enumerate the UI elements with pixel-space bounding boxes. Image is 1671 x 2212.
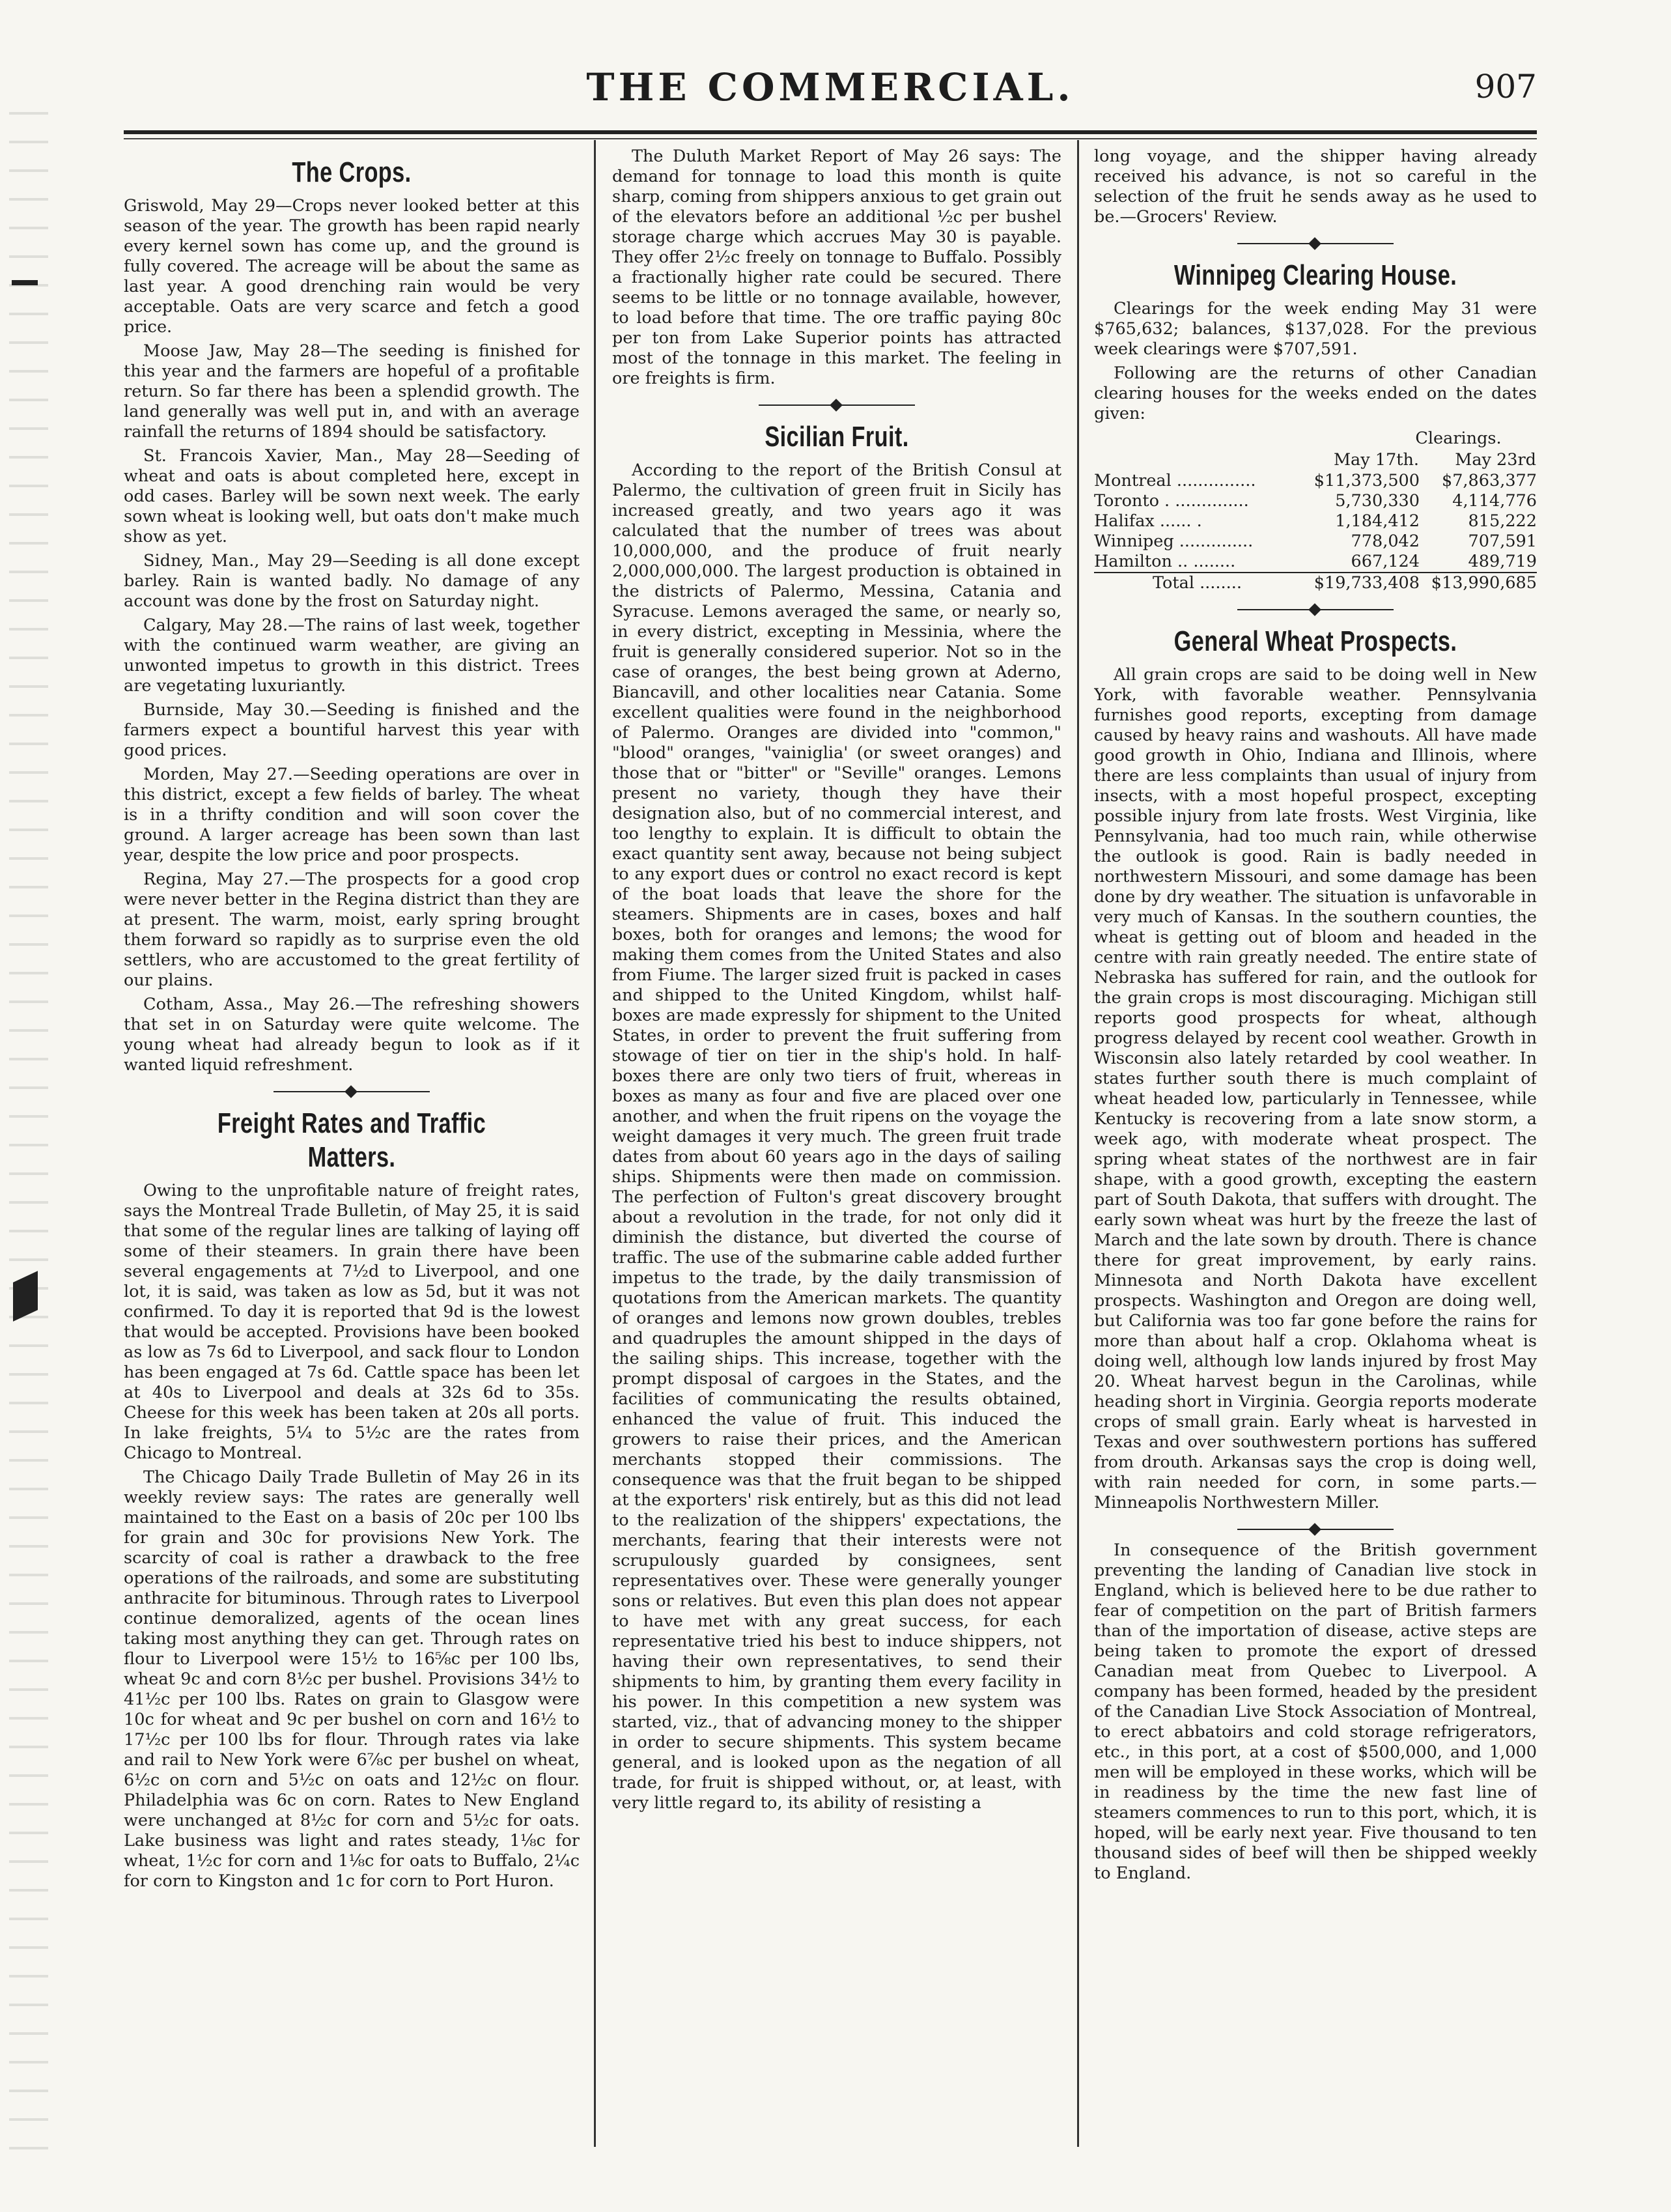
article-heading-sicilian-fruit: Sicilian Fruit. bbox=[765, 421, 909, 453]
total-value: $19,733,408 bbox=[1302, 573, 1420, 593]
section-divider-ornament bbox=[1237, 604, 1394, 616]
table-row bbox=[1094, 532, 1537, 552]
column-header: May 17th. bbox=[1333, 450, 1419, 470]
section-divider-ornament bbox=[274, 1086, 430, 1098]
paragraph: Griswold, May 29—Crops never looked better at this season of the year. The growth has been rapid nearly every kernel sown has come up, and the ground is fully covered. The acreage will be about the same as last year. A good drenching rain would be very acceptable. Oats are very scarce and fetch a good price. bbox=[124, 196, 580, 337]
article-heading-freight: Freight Rates and Traffic Matters. bbox=[217, 1107, 486, 1173]
article-heading-wheat-prospects: General Wheat Prospects. bbox=[1173, 625, 1457, 657]
scanned-binding-edge bbox=[9, 98, 48, 2149]
paragraph: In consequence of the British government preventing the landing of Canadian live stock in England, which is believed here to be due rather to fear of competition on the part of British farmers than of the importation of disease, active steps are being taken to promote the export of dressed Canadian meat from Quebec to Liverpool. A company has been formed, headed by the president of the Canadian Live Stock Association of Montreal, to erect abbatoirs and cold storage refrigerators, etc., in this port, at a cost of $500,000, and 1,000 men will be employed in these works, which will be in readiness by the time the new fast line of steamers commences to run to this port, which, it is hoped, will be early next year. Five thousand to ten thousand sides of beef will then be shipped weekly to England. bbox=[1094, 1540, 1537, 1883]
paragraph: The Chicago Daily Trade Bulletin of May 26 in its weekly review says: The rates are generally well maintained to the East on a basis of 20c per 100 lbs for grain and 30c for provisions New York. The scarcity of coal is rather a drawback to the free operations of the railroads, and some are substituting anthracite for bituminous. Through rates to Liverpool continue demoralized, agents of the ocean lines taking most anything they can get. Through rates on flour to Liverpool were 15½ to 16⅝c per 100 lbs, wheat 9c and corn 8½c per bushel. Provisions 34½ to 41½c per 100 lbs. Rates on grain to Glasgow were 10c for wheat and 9c per bushel on corn and 16½ to 17½c per 100 lbs for flour. Through rates via lake and rail to New York were 6⅞c per bushel on wheat, 6½c on corn and 5½c on oats and 12½c on flour. Philadelphia was 6c on corn. Rates to New England were unchanged at 8½c for corn and 5½c for oats. Lake business was light and rates steady, 1⅛c for wheat, 1½c for corn and 1⅛c for oats to Buffalo, 2¼c for corn to Kingston and 1c for corn to Port Huron. bbox=[124, 1468, 580, 1891]
table-header-row bbox=[1094, 449, 1537, 471]
section-divider-ornament bbox=[1237, 238, 1394, 249]
paragraph: Moose Jaw, May 28—The seeding is finished for this year and the farmers are hopeful of a profitable return. So far there has been a splendid growth. The land generally was well put in, and with an average rainfall the returns of 1894 should be satisfactory. bbox=[124, 341, 580, 442]
table-row bbox=[1094, 471, 1537, 491]
article-heading-crops: The Crops. bbox=[292, 156, 412, 188]
column-3 bbox=[1094, 147, 1537, 2160]
binding-mark bbox=[12, 280, 38, 285]
paragraph: All grain crops are said to be doing well in New York, with favorable weather. Pennsylvania furnishes good reports, excepting from damage caused by heavy rains and washouts. All have made good growth in Ohio, Indiana and Illinois, where there are less complaints than usual of injury from insects, with a most hopeful prospect, excepting possible injury from late frosts. West Virginia, like Pennsylvania, had too much rain, while otherwise the outlook is good. Rain is badly needed in northwestern Missouri, and some damage has been done by dry weather. The situation is unfavorable in very much of Kansas. In the southern counties, the wheat is getting out of bloom and headed in the centre with rain greatly needed. The entire state of Nebraska has suffered for rain, and the outlook for the grain crops is most discouraging. Michigan still reports good prospects for wheat, although progress delayed by recent cool weather. Growth in Wisconsin also lately retarded by cool weather. In states further south there is much complaint of wheat headed low, particularly in Tennessee, while Kentucky is recovering from a late snow storm, a week ago, with moderate wheat prospect. The spring wheat states of the northwest are in fair shape, with a good growth, excepting the eastern part of South Dakota, that suffers with drought. The early sown wheat was hurt by the freeze the last of March and the late sown by drouth. There is chance there for great improvement, by early rains. Minnesota and North Dakota have excellent prospects. Washington and Oregon are doing well, but California was too far gone before the rains for more than about half a crop. Oklahoma wheat is doing well, although low lands injured by frost May 20. Wheat harvest begun in the Carolinas, while heading short in Virginia. Georgia reports moderate crops of small grain. Early wheat is harvested in Texas and over southwestern portions has suffered from drouth. Arkansas says the crop is doing well, with rain needed for corn, in some parts.—Minneapolis Northwestern Miller. bbox=[1094, 665, 1537, 1512]
article-heading-winnipeg-clearing: Winnipeg Clearing House. bbox=[1173, 259, 1457, 291]
header-rule-thin bbox=[124, 138, 1537, 139]
masthead bbox=[124, 65, 1537, 124]
total-value: $13,990,685 bbox=[1420, 573, 1537, 593]
value-cell: 4,114,776 bbox=[1452, 491, 1537, 511]
paragraph: The Duluth Market Report of May 26 says: The demand for tonnage to load this month is quite sharp, coming from shippers anxious to get grain out of the elevators before an additional ½c per bushel storage charge which accrues May 30 is payable. They offer 2½c freely on tonnage to Buffalo. Possibly a fractionally higher rate could be secured. There seems to be little or no tonnage available, however, to load before that time. The ore traffic paying 80c per ton from Lake Superior points has attracted most of the tonnage in this market. The feeling in ore freights is firm. bbox=[612, 147, 1061, 388]
value-cell: 489,719 bbox=[1468, 552, 1537, 571]
value-cell: $11,373,500 bbox=[1313, 471, 1420, 490]
value-cell: 815,222 bbox=[1468, 511, 1537, 531]
newspaper-title: THE COMMERCIAL. bbox=[586, 65, 1074, 109]
paragraph: Owing to the unprofitable nature of freight rates, says the Montreal Trade Bulletin, of May 25, it is said that some of the regular lines are talking of laying off some of their steamers. In grain there have been several engagements at 7½d to Liverpool, and one lot, it is said, was taken as low as 5d, but it was not confirmed. To day it is reported that 9d is the lowest that would be accepted. Provisions have been booked as low as 7s 6d to Liverpool, and sack flour to London has been engaged at 7s 6d. Cattle space has been let at 40s to Liverpool and deals at 32s 6d to 35s. Cheese for this week has been taken at 20s all ports. In lake freights, 5¼ to 5½c are the rates from Chicago to Montreal. bbox=[124, 1181, 580, 1463]
paragraph: Following are the returns of other Canadian clearing houses for the weeks ended on the dates given: bbox=[1094, 363, 1537, 423]
total-label: Total ........ bbox=[1094, 573, 1302, 593]
table-row bbox=[1094, 491, 1537, 511]
section-divider-ornament bbox=[1237, 1524, 1394, 1535]
section-divider-ornament bbox=[759, 399, 915, 411]
table-row bbox=[1094, 511, 1537, 532]
city-cell: Hamilton .. ........ bbox=[1094, 552, 1236, 571]
city-cell: Winnipeg .............. bbox=[1094, 532, 1254, 551]
column-1 bbox=[124, 147, 580, 2160]
paragraph: St. Francois Xavier, Man., May 28—Seeding of wheat and oats is about completed here, except in odd cases. Barley will be sown next week. The early sown wheat is looking well, but oats don't make much show as yet. bbox=[124, 446, 580, 546]
table-group-header: Clearings. bbox=[1415, 429, 1502, 448]
column-divider bbox=[1077, 140, 1079, 2147]
paragraph: Morden, May 27.—Seeding operations are over in this district, except a few fields of barley. The wheat is in a thrifty condition and will soon cover the ground. A larger acreage has been sown than last year, despite the low price and poor prospects. bbox=[124, 765, 580, 865]
paragraph: Regina, May 27.—The prospects for a good crop were never better in the Regina district than they are at present. The warm, moist, early spring brought them forward so rapidly as to surprise even the old settlers, who are accustomed to the great fertility of our plains. bbox=[124, 870, 580, 990]
value-cell: 707,591 bbox=[1468, 532, 1537, 551]
paragraph: Cotham, Assa., May 26.—The refreshing showers that set in on Saturday were quite welcome. The young wheat had already begun to look as if it wanted liquid refreshment. bbox=[124, 995, 580, 1075]
value-cell: 778,042 bbox=[1351, 532, 1420, 551]
paragraph: According to the report of the British Consul at Palermo, the cultivation of green fruit in Sicily has increased greatly, and two years ago it was calculated that the number of trees was about 10,000,000, and the produce of fruit nearly 2,000,000,000. The largest production is obtained in the districts of Palermo, Messina, Catania and Syracuse. Lemons averaged the same, or nearly so, in every district, excepting in Messinia, where the fruit is generally considered superior. Not so in the case of oranges, the best being grown at Aderno, Biancavill, and other localities near Catania. Some excellent qualities were found in the neighborhood of Palermo. Oranges are divided into "common," "blood" oranges, "vainiglia' (or sweet oranges) and those that or "bitter" or "Seville" oranges. Lemons present no variety, though they have their designation also, but of no commercial interest, and too lengthy to explain. It is difficult to obtain the exact quantity sent away, because not being subject to any export dues or control no exact record is kept of the boat loads that leave the shore for the steamers. Shipments are in cases, boxes and half boxes, both for oranges and lemons; the wood for making them comes from the United States and also from Fiume. The larger sized fruit is packed in cases and shipped to the United Kingdom, whilst half-boxes are made expressly for shipment to the United States, in order to prevent the fruit suffering from stowage of tier on tier in the ship's hold. In half-boxes there are only two tiers of fruit, whereas in boxes as many as four and five are placed over one another, and when the fruit ripens on the voyage the weight damages it very much. The green fruit trade dates from about 60 years ago in the days of sailing ships. Shipments were then made on commission. The perfection of Fulton's great discovery brought about a revolution in the trade, for not only did it diminish the distance, but diverted the course of traffic. The use of the submarine cable added further impetus to the trade, by the daily transmission of quotations from the American markets. The quantity of oranges and lemons now grown doubles, trebles and quadruples the amount shipped in the days of the sailing ships. This increase, together with the prompt disposal of cargoes in the States, and the facilities of communicating the results obtained, enhanced the value of fruit. This induced the growers to raise their prices, and the American merchants stopped their commissions. The consequence was that the fruit began to be shipped at the exporters' risk entirely, but as this did not lead to the realization of the shippers' expectations, the merchants, fearing that their interests were not scrupulously guarded by consignees, sent representatives over. These were generally younger sons or relatives. But even this plan does not appear to have met with any great success, for each representative tried his best to induce shippers, not having their own representatives, to send their shipments to him, by granting them every facility in his power. In this competition a new system was started, viz., that of advancing money to the shipper in order to secure shipments. This system became general, and is looked upon as the negation of all trade, for fruit is shipped without, or, at least, with very little regard to, its ability of resisting a bbox=[612, 461, 1061, 1813]
table-row bbox=[1094, 552, 1537, 573]
column-2 bbox=[612, 147, 1061, 2160]
paragraph: Burnside, May 30.—Seeding is finished and the farmers expect a bountiful harvest this year with good prices. bbox=[124, 700, 580, 760]
paragraph: Sidney, Man., May 29—Seeding is all done except barley. Rain is wanted badly. No damage of any account was done by the frost on Saturday night. bbox=[124, 551, 580, 611]
table-total-row bbox=[1094, 573, 1537, 593]
page-number: 907 bbox=[1474, 68, 1537, 106]
paragraph: Calgary, May 28.—The rains of last week, together with the continued warm weather, are giving an unwonted impetus to growth in this district. Trees are vegetating luxuriantly. bbox=[124, 616, 580, 696]
city-cell: Toronto . .............. bbox=[1094, 491, 1249, 511]
column-header: May 23rd bbox=[1455, 450, 1536, 470]
paragraph: Clearings for the week ending May 31 were $765,632; balances, $137,028. For the previous week clearings were $707,591. bbox=[1094, 299, 1537, 359]
city-cell: Montreal ............... bbox=[1094, 471, 1256, 490]
value-cell: 667,124 bbox=[1351, 552, 1420, 571]
header-rule bbox=[124, 130, 1537, 134]
city-cell: Halifax ...... . bbox=[1094, 511, 1202, 531]
paragraph: long voyage, and the shipper having already received his advance, is not so careful in the selection of the fruit he sends away as he used to be.—Grocers' Review. bbox=[1094, 147, 1537, 227]
value-cell: $7,863,377 bbox=[1441, 471, 1537, 490]
column-divider bbox=[594, 140, 596, 2147]
clearings-table bbox=[1094, 428, 1537, 593]
value-cell: 1,184,412 bbox=[1335, 511, 1420, 531]
value-cell: 5,730,330 bbox=[1335, 491, 1420, 511]
table-header-row bbox=[1094, 428, 1537, 449]
